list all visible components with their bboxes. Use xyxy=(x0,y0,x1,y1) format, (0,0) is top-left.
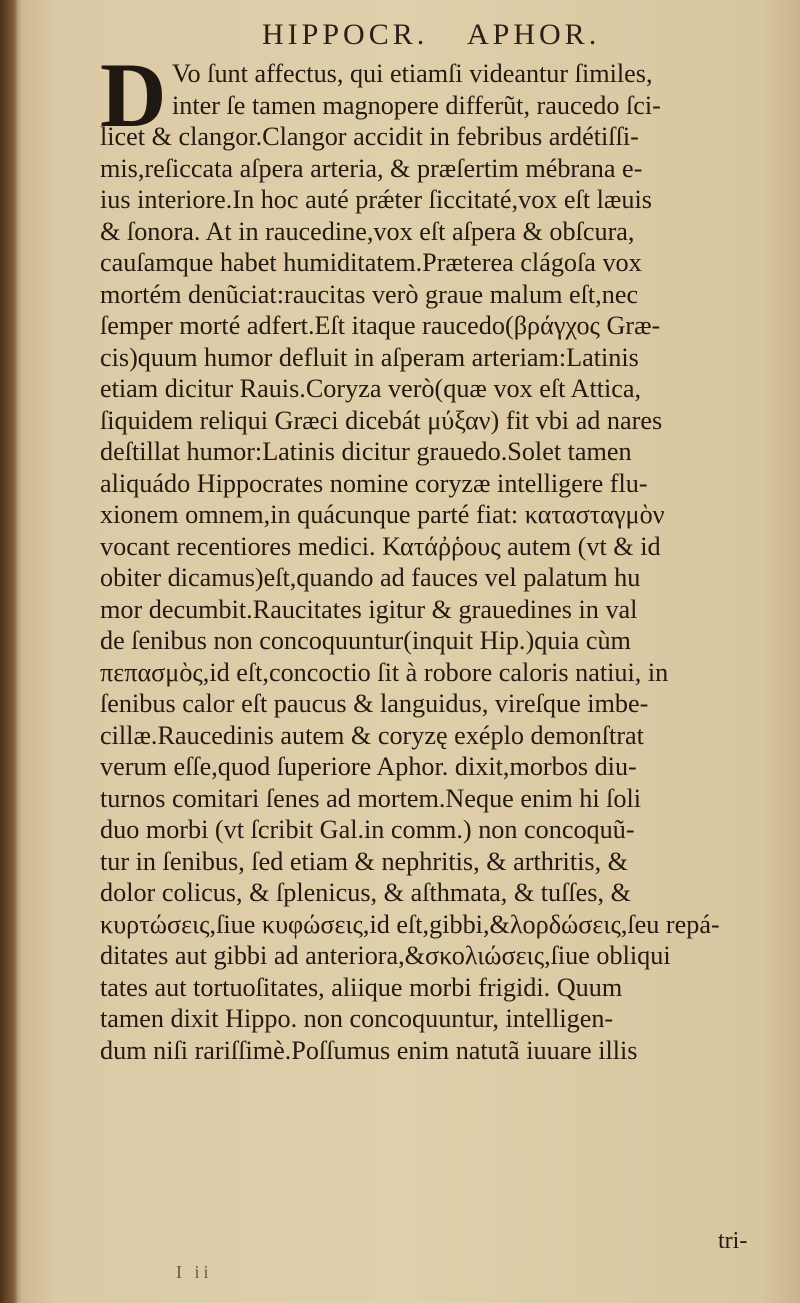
text-line: tur in ſenibus, ſed etiam & nephritis, & arthritis, & xyxy=(100,846,629,876)
text-line: mis,reſiccata aſpera arteria, & præſertim mébrana e- xyxy=(100,153,643,183)
text-line: aliquádo Hippocrates nomine coryzæ intelligere flu- xyxy=(100,468,648,498)
text-line: verum eſſe,quod ſuperiore Aphor. dixit,morbos diu- xyxy=(100,752,637,781)
text-line: inter ſe tamen magnopere differũt, raucedo ſci- xyxy=(172,90,661,120)
text-line: deſtillat humor:Latinis dicitur grauedo.Solet tamen xyxy=(100,437,632,466)
text-line: duo morbi (vt ſcribit Gal.in comm.) non concoquũ- xyxy=(100,815,635,844)
text-line: dolor colicus, & ſplenicus, & aſthmata, & tuſſes, & xyxy=(100,878,631,907)
running-header xyxy=(262,18,642,60)
text-line: obiter dicamus)eſt,quando ad fauces vel palatum hu xyxy=(100,563,641,592)
body-text xyxy=(100,44,765,1066)
header-right: APHOR. xyxy=(467,18,601,51)
text-line: πεπασμὸς,id eſt,concoctio ſit à robore caloris natiui, in xyxy=(100,657,669,687)
text-line: cis)quum humor defluit in aſperam arteriam:Latinis xyxy=(100,342,639,372)
signature-mark: I ii xyxy=(176,1262,213,1282)
text-line: de ſenibus non concoquuntur(inquit Hip.)quia cùm xyxy=(100,626,631,655)
header-left: HIPPOCR. xyxy=(262,18,429,51)
text-line: ius interiore.In hoc auté prǽter ſiccitaté,vox eſt læuis xyxy=(100,185,652,214)
text-line: vocant recentiores medici. Κατάῤῥους autem (vt & id xyxy=(100,531,661,561)
text-line: mor decumbit.Raucitates igitur & grauedines in val xyxy=(100,594,638,624)
text-line: cauſamque habet humiditatem.Præterea clágoſa vox xyxy=(100,248,642,277)
text-line: tates aut tortuoſitates, aliique morbi frigidi. Quum xyxy=(100,972,623,1002)
text-line: etiam dicitur Rauis.Coryza verò(quæ vox eſt Attica, xyxy=(100,374,642,403)
text-line: & ſonora. At in raucedine,vox eſt aſpera & obſcura, xyxy=(100,216,635,246)
text-line: dum niſi rariſſimè.Poſſumus enim natutã iuuare illis xyxy=(100,1035,638,1065)
text-line: κυρτώσεις,ſiue κυφώσεις,id eſt,gibbi,&λορδώσεις,ſeu repá- xyxy=(100,909,720,939)
text-line: tamen dixit Hippo. non concoquuntur, intelligen- xyxy=(100,1004,614,1033)
drop-cap: D xyxy=(100,44,167,146)
text-line: xionem omnem,in quácunque parté fiat: κατασταγμὸν xyxy=(100,500,665,529)
text-line: ſemper morté adfert.Eſt itaque raucedo(βράγχος Græ- xyxy=(100,311,661,340)
text-line: ſenibus calor eſt paucus & languidus, vireſque imbe- xyxy=(100,689,649,718)
catchword: tri- xyxy=(718,1228,748,1254)
text-line: ditates aut gibbi ad anteriora,&σκολιώσεις,ſiue obliqui xyxy=(100,941,671,970)
text-line: turnos comitari ſenes ad mortem.Neque enim hi ſoli xyxy=(100,783,642,813)
text-line: licet & clangor.Clangor accidit in febribus ardétiſſi- xyxy=(100,122,639,151)
binding-edge xyxy=(0,0,18,1303)
text-line: cillæ.Raucedinis autem & coryzę exéplo demonſtrat xyxy=(100,720,644,750)
text-line: ſiquidem reliqui Græci dicebát μύξαν) fit vbi ad nares xyxy=(100,405,663,435)
text-line: Vo ſunt affectus, qui etiamſi videantur ſimiles, xyxy=(172,59,653,88)
text-line: mortém denũciat:raucitas verò graue malum eſt,nec xyxy=(100,279,639,309)
